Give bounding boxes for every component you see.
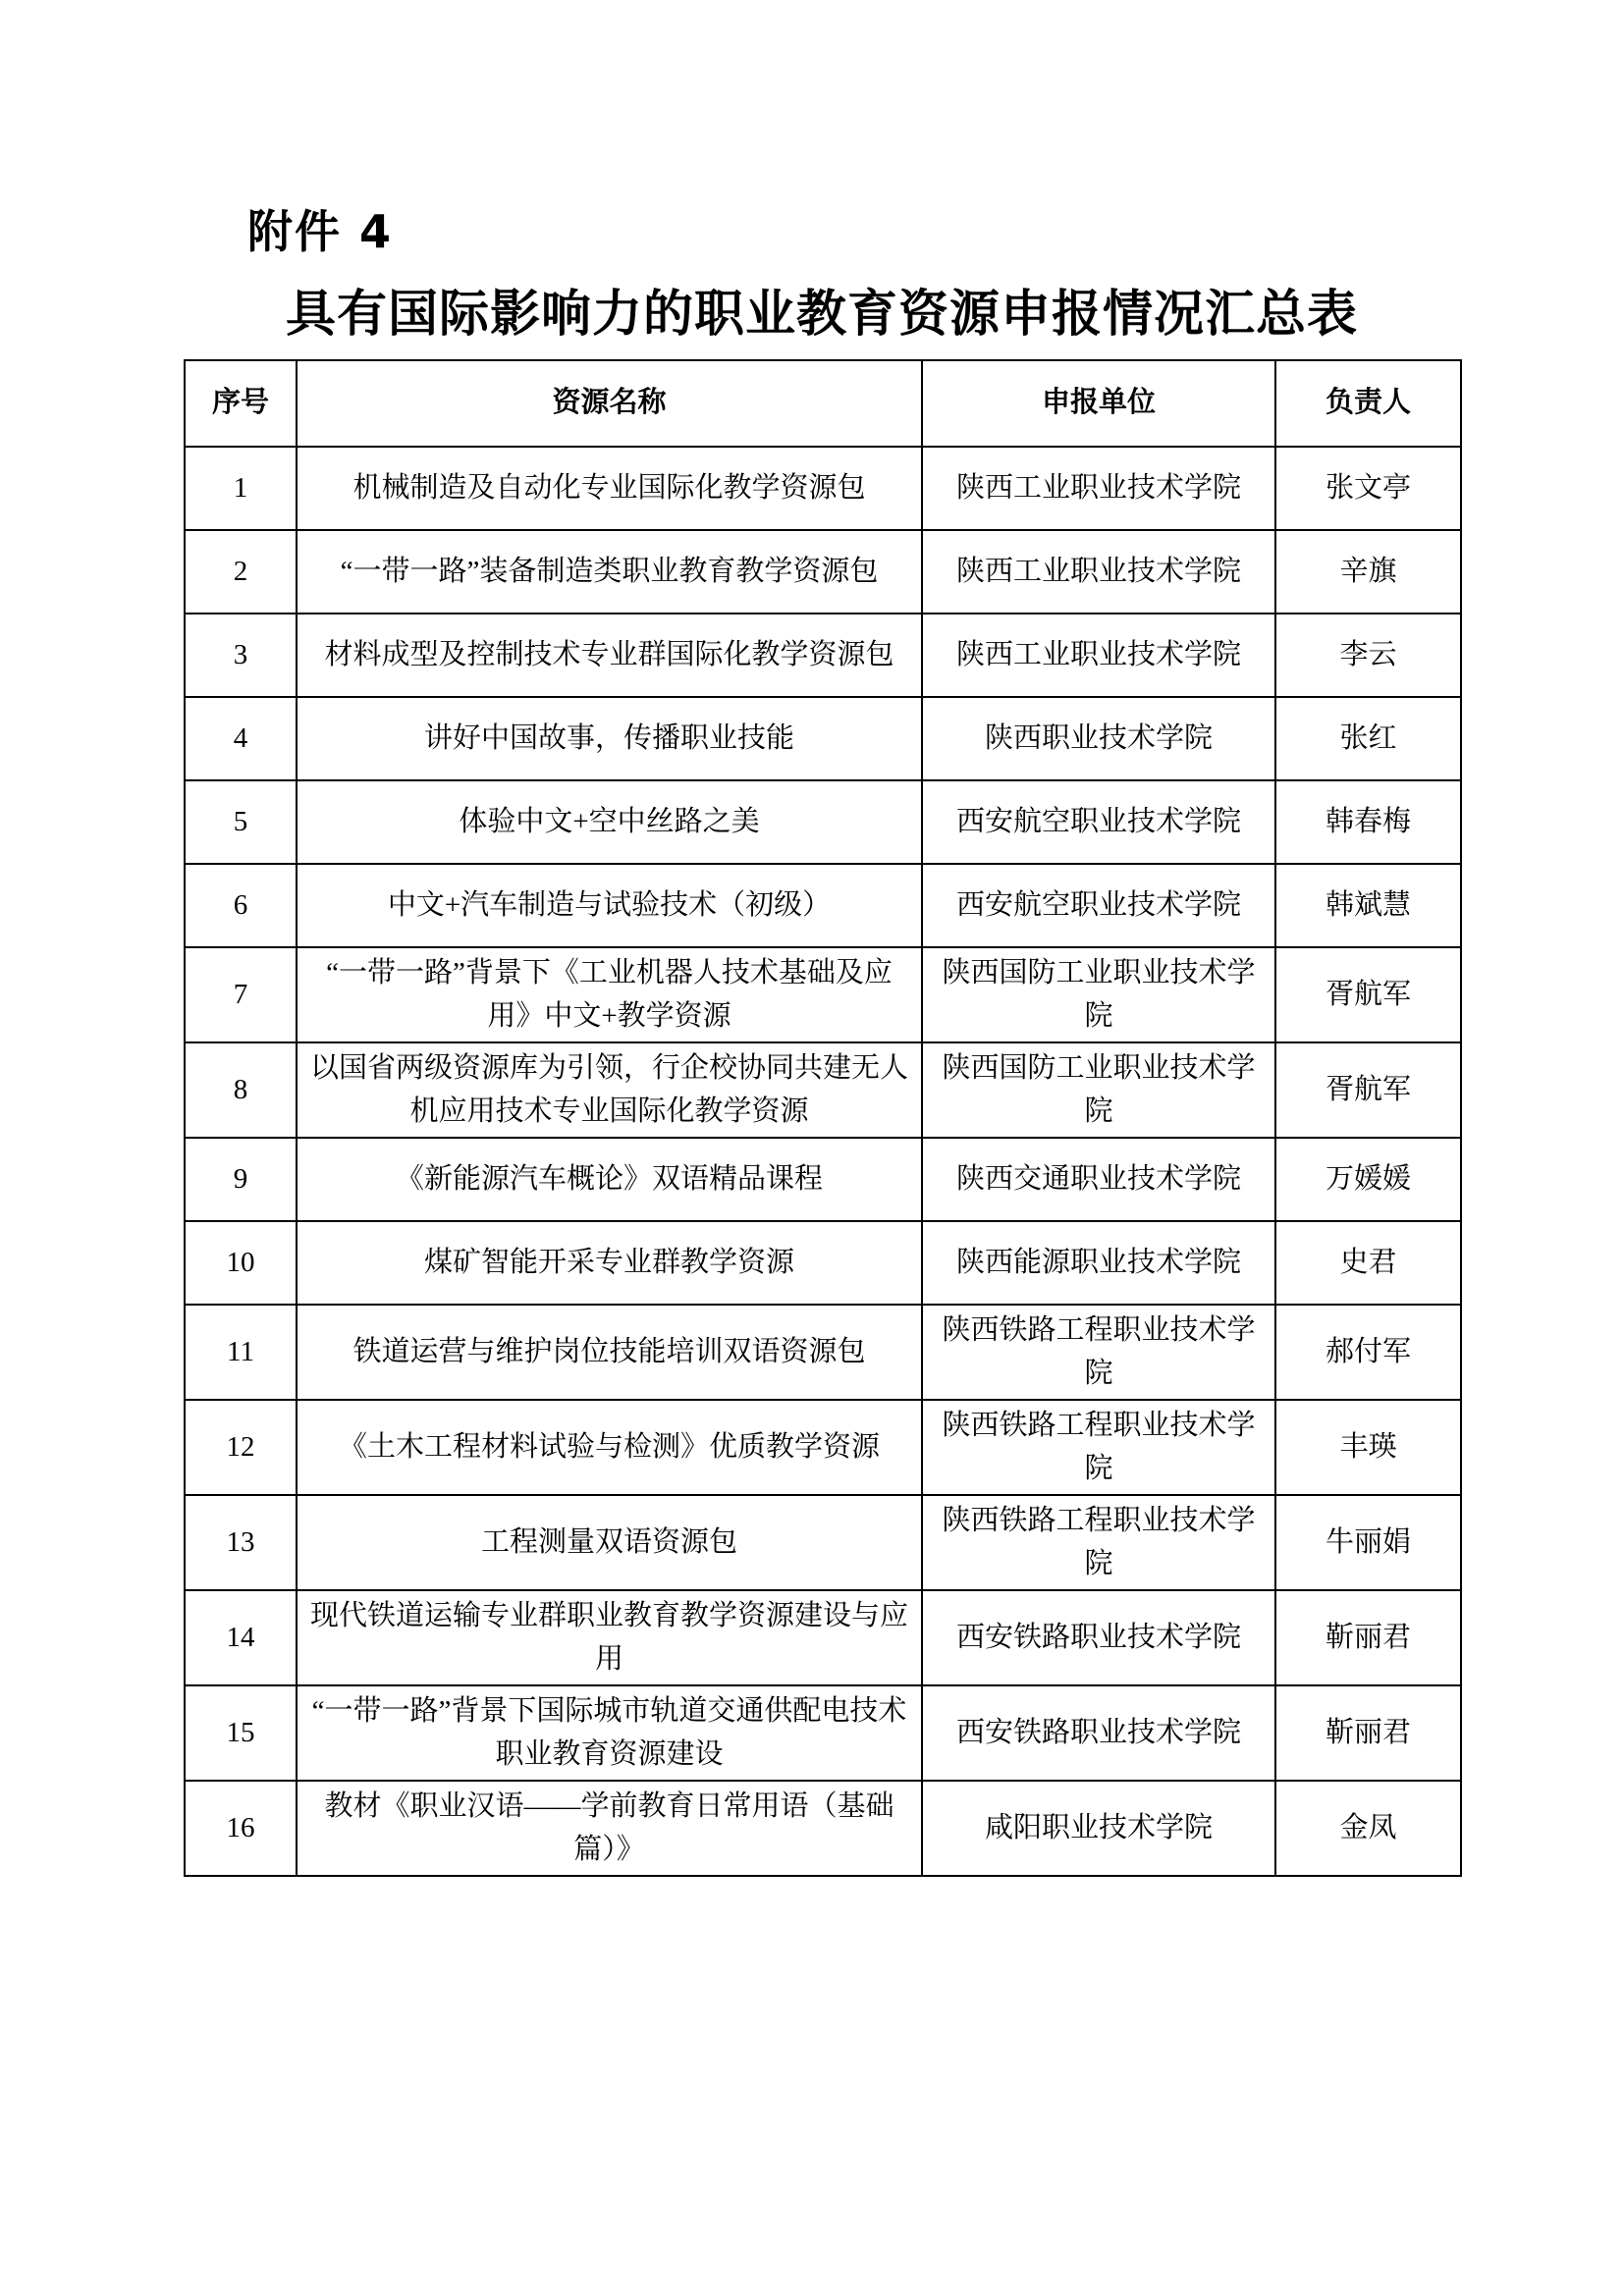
cell-leader: 辛旗 (1275, 530, 1461, 614)
cell-leader: 胥航军 (1275, 947, 1461, 1042)
cell-leader: 金凤 (1275, 1781, 1461, 1876)
cell-resource: 现代铁道运输专业群职业教育教学资源建设与应用 (297, 1590, 922, 1685)
cell-unit: 西安铁路职业技术学院 (922, 1685, 1275, 1781)
cell-leader: 韩春梅 (1275, 780, 1461, 864)
header-resource: 资源名称 (297, 360, 922, 447)
cell-resource: “一带一路”装备制造类职业教育教学资源包 (297, 530, 922, 614)
header-index: 序号 (185, 360, 297, 447)
table-row (185, 1590, 1461, 1685)
cell-index: 9 (185, 1138, 297, 1221)
table-row (185, 1221, 1461, 1305)
cell-leader: 靳丽君 (1275, 1590, 1461, 1685)
cell-unit: 陕西交通职业技术学院 (922, 1138, 1275, 1221)
cell-unit: 陕西铁路工程职业技术学院 (922, 1495, 1275, 1590)
cell-unit: 陕西铁路工程职业技术学院 (922, 1305, 1275, 1400)
table-row (185, 947, 1461, 1042)
cell-resource: 体验中文+空中丝路之美 (297, 780, 922, 864)
table-row (185, 1042, 1461, 1138)
cell-resource: “一带一路”背景下《工业机器人技术基础及应用》中文+教学资源 (297, 947, 922, 1042)
cell-index: 5 (185, 780, 297, 864)
cell-resource: 《土木工程材料试验与检测》优质教学资源 (297, 1400, 922, 1495)
cell-unit: 陕西工业职业技术学院 (922, 614, 1275, 697)
table-row (185, 530, 1461, 614)
cell-resource: 教材《职业汉语——学前教育日常用语（基础篇）》 (297, 1781, 922, 1876)
header-leader: 负责人 (1275, 360, 1461, 447)
cell-resource: 机械制造及自动化专业国际化教学资源包 (297, 447, 922, 530)
header-unit: 申报单位 (922, 360, 1275, 447)
cell-leader: 李云 (1275, 614, 1461, 697)
table-row (185, 780, 1461, 864)
table-row (185, 1495, 1461, 1590)
cell-leader: 丰瑛 (1275, 1400, 1461, 1495)
cell-index: 16 (185, 1781, 297, 1876)
table-row (185, 614, 1461, 697)
cell-index: 15 (185, 1685, 297, 1781)
cell-index: 3 (185, 614, 297, 697)
cell-resource: “一带一路”背景下国际城市轨道交通供配电技术职业教育资源建设 (297, 1685, 922, 1781)
cell-index: 14 (185, 1590, 297, 1685)
summary-table (184, 359, 1462, 1877)
cell-unit: 陕西职业技术学院 (922, 697, 1275, 780)
cell-leader: 牛丽娟 (1275, 1495, 1461, 1590)
cell-leader: 张文亭 (1275, 447, 1461, 530)
cell-resource: 工程测量双语资源包 (297, 1495, 922, 1590)
cell-resource: 材料成型及控制技术专业群国际化教学资源包 (297, 614, 922, 697)
cell-unit: 西安航空职业技术学院 (922, 780, 1275, 864)
cell-leader: 张红 (1275, 697, 1461, 780)
table-row (185, 864, 1461, 947)
cell-leader: 史君 (1275, 1221, 1461, 1305)
cell-index: 1 (185, 447, 297, 530)
cell-unit: 陕西国防工业职业技术学院 (922, 1042, 1275, 1138)
page-title: 具有国际影响力的职业教育资源申报情况汇总表 (285, 288, 1358, 343)
cell-index: 13 (185, 1495, 297, 1590)
cell-unit: 陕西工业职业技术学院 (922, 530, 1275, 614)
cell-leader: 万媛媛 (1275, 1138, 1461, 1221)
cell-index: 12 (185, 1400, 297, 1495)
cell-resource: 以国省两级资源库为引领，行企校协同共建无人机应用技术专业国际化教学资源 (297, 1042, 922, 1138)
cell-index: 10 (185, 1221, 297, 1305)
table-row (185, 1781, 1461, 1876)
cell-unit: 陕西铁路工程职业技术学院 (922, 1400, 1275, 1495)
cell-unit: 陕西能源职业技术学院 (922, 1221, 1275, 1305)
table-row (185, 1685, 1461, 1781)
cell-index: 11 (185, 1305, 297, 1400)
table-row (185, 447, 1461, 530)
cell-unit: 陕西工业职业技术学院 (922, 447, 1275, 530)
cell-resource: 煤矿智能开采专业群教学资源 (297, 1221, 922, 1305)
cell-leader: 靳丽君 (1275, 1685, 1461, 1781)
cell-resource: 中文+汽车制造与试验技术（初级） (297, 864, 922, 947)
cell-unit: 咸阳职业技术学院 (922, 1781, 1275, 1876)
cell-leader: 胥航军 (1275, 1042, 1461, 1138)
table-row (185, 1305, 1461, 1400)
cell-index: 2 (185, 530, 297, 614)
cell-index: 8 (185, 1042, 297, 1138)
cell-index: 6 (185, 864, 297, 947)
cell-unit: 陕西国防工业职业技术学院 (922, 947, 1275, 1042)
cell-index: 7 (185, 947, 297, 1042)
attachment-label: 附件 4 (247, 205, 394, 258)
cell-index: 4 (185, 697, 297, 780)
cell-resource: 《新能源汽车概论》双语精品课程 (297, 1138, 922, 1221)
cell-resource: 铁道运营与维护岗位技能培训双语资源包 (297, 1305, 922, 1400)
cell-unit: 西安航空职业技术学院 (922, 864, 1275, 947)
table-row (185, 1138, 1461, 1221)
cell-resource: 讲好中国故事，传播职业技能 (297, 697, 922, 780)
cell-leader: 韩斌慧 (1275, 864, 1461, 947)
table-row (185, 697, 1461, 780)
table-header-row (185, 360, 1461, 447)
cell-unit: 西安铁路职业技术学院 (922, 1590, 1275, 1685)
cell-leader: 郝付军 (1275, 1305, 1461, 1400)
table-row (185, 1400, 1461, 1495)
